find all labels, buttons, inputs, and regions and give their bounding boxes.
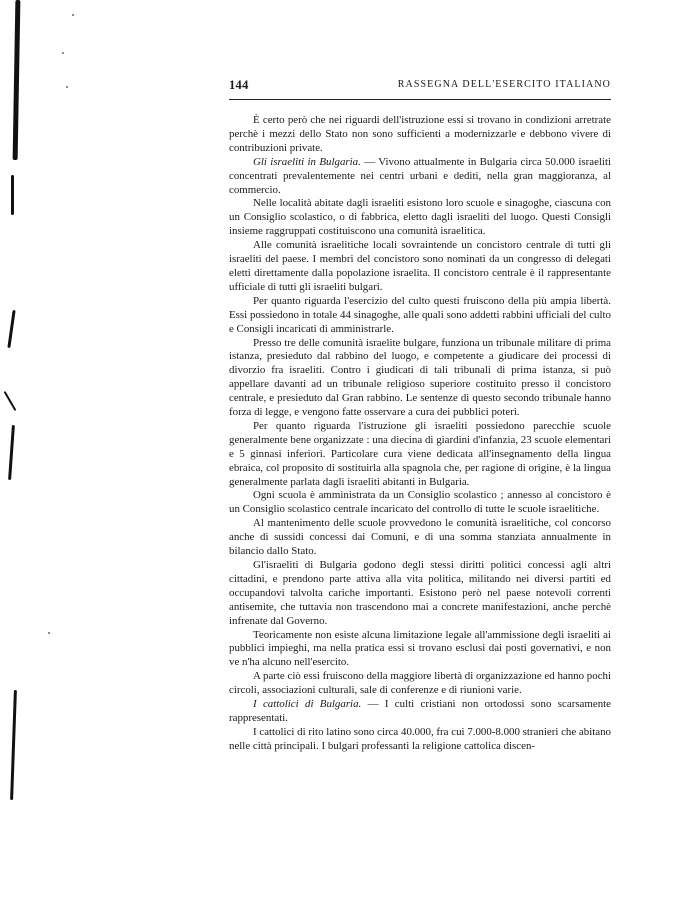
paragraph-text: Ogni scuola è amministrata da un Consiglio scolastico ; annesso al concistoro è un Consiglio scolastico centrale incaricato del controllo di tutte le scuole israelitiche. bbox=[229, 489, 611, 516]
paragraph bbox=[229, 156, 611, 198]
binding-edge-mark bbox=[7, 310, 15, 348]
paragraph-text: Nelle località abitate dagli israeliti esistono loro scuole e sinagoghe, ciascuna con un Consiglio scolastico, o di fabbrica, eletto dagli israeliti del luogo. Questi Consigli insieme raggruppati costituiscono una comunità israelitica. bbox=[229, 197, 611, 238]
paragraph-text: Presso tre delle comunità israelite bulgare, funziona un tribunale militare di prima istanza, presieduto dal rabbino del luogo, e competente a giudicare dei processi di divorzio fra israeliti. Contro i giudicati di tali tribunali di prima istanza, si può appellare davanti ad un tribunale religioso superiore costituito presso il concistoro centrale, e presieduto dal Gran rabbino. Le sentenze di questo secondo tribunale hanno forza di legge, e vengono fatte osservare a cura dei pubblici poteri. bbox=[229, 336, 611, 419]
paragraph bbox=[229, 629, 611, 671]
binding-edge-mark bbox=[8, 425, 15, 480]
binding-edge-mark bbox=[13, 0, 21, 160]
page-number: 144 bbox=[229, 78, 249, 92]
paragraph-text: A parte ciò essi fruiscono della maggiore libertà di organizzazione ed hanno pochi circoli, associazioni culturali, sale di conferenze e di riunioni varie. bbox=[229, 670, 611, 697]
binding-edge-mark bbox=[10, 690, 17, 800]
paragraph-text: — Vivono attualmente in Bulgaria circa 50.000 israeliti concentrati prevalentemente nei centri urbani e dediti, nella gran maggioranza, al commercio. bbox=[229, 155, 612, 196]
paragraph bbox=[229, 517, 611, 559]
paragraph-text: Alle comunità israelitiche locali sovraintende un concistoro centrale di tutti gli israeliti del paese. I membri del concistoro sono nominati da un congresso di delegati eletti direttamente dalla popolazione israelita. Il concistoro centrale è il rappresentante ufficiale di tutti gli israeliti bulgari. bbox=[229, 239, 611, 293]
paragraph-text: I cattolici di rito latino sono circa 40.000, fra cui 7.000-8.000 stranieri che abitano nelle città principali. I bulgari professanti la religione cattolica discen- bbox=[229, 725, 611, 752]
binding-edge-mark bbox=[11, 175, 14, 215]
paragraph bbox=[229, 337, 611, 420]
paragraph-text: Al mantenimento delle scuole provvedono le comunità israelitiche, col concorso anche di sussidi concessi dai Comuni, e di una somma stanziata annualmente in bilancio dallo Stato. bbox=[229, 517, 611, 558]
speck bbox=[48, 632, 50, 634]
paragraph-text: — I culti cristiani non ortodossi sono scarsamente rappresentati. bbox=[229, 698, 612, 724]
paragraph bbox=[229, 420, 611, 490]
body-text bbox=[229, 114, 611, 754]
paragraph bbox=[229, 670, 611, 698]
paragraph-text: È certo però che nei riguardi dell'istruzione essi si trovano in condizioni arretrate perchè i mezzi dello Stato non sono sufficienti a modernizzarle e debbono vivere di contribuzioni private. bbox=[229, 114, 611, 154]
paragraph bbox=[229, 114, 611, 156]
paragraph bbox=[229, 698, 611, 726]
section-heading: Gli israeliti in Bulgaria. bbox=[253, 155, 361, 168]
paragraph bbox=[229, 239, 611, 295]
speck bbox=[62, 52, 64, 54]
binding-edge-mark bbox=[4, 391, 17, 411]
paragraph-text: Teoricamente non esiste alcuna limitazione legale all'ammissione degli israeliti ai pubblici impieghi, ma nella pratica essi si trovano esclusi dai posti governativi, e non ve n'ha alcuno nell'esercito. bbox=[229, 628, 611, 669]
paragraph bbox=[229, 197, 611, 239]
paragraph bbox=[229, 295, 611, 337]
speck bbox=[72, 14, 74, 16]
page-header bbox=[229, 78, 611, 98]
paragraph bbox=[229, 559, 611, 629]
paragraph-text: Per quanto riguarda l'istruzione gli israeliti possiedono parecchie scuole generalmente bene organizzate : una diecina di giardini d'infanzia, 23 scuole elementari e 5 ginnasi inferiori. Particolare cura viene dedicata all'insegnamento della lingua ebraica, col proposito di sostituirla alla spagnola che, per ragione di origine, è la lingua generalmente parlata dagli israeliti abitanti in Bulgaria. bbox=[229, 419, 611, 488]
paragraph bbox=[229, 726, 611, 754]
header-rule bbox=[229, 99, 611, 100]
running-head: RASSEGNA DELL'ESERCITO ITALIANO bbox=[397, 79, 611, 90]
paragraph bbox=[229, 489, 611, 517]
paragraph-text: Per quanto riguarda l'esercizio del culto questi fruiscono della più ampia libertà. Essi possiedono in totale 44 sinagoghe, alle quali sono addetti rabbini ufficiali del culto e Consigli incaricati di amministrarle. bbox=[229, 294, 611, 335]
paragraph-text: Gl'israeliti di Bulgaria godono degli stessi diritti politici concessi agli altri cittadini, e prendono parte attiva alla vita politica, militando nei diversi partiti ed occupandovi talvolta cariche importanti. Esistono però nel paese notevoli correnti antisemite, che tuttavia non trascendono mai a concrete manifestazioni, anche perchè infrenate dal Governo. bbox=[229, 559, 611, 627]
speck bbox=[66, 86, 68, 88]
section-heading: I cattolici di Bulgaria. bbox=[253, 698, 362, 711]
